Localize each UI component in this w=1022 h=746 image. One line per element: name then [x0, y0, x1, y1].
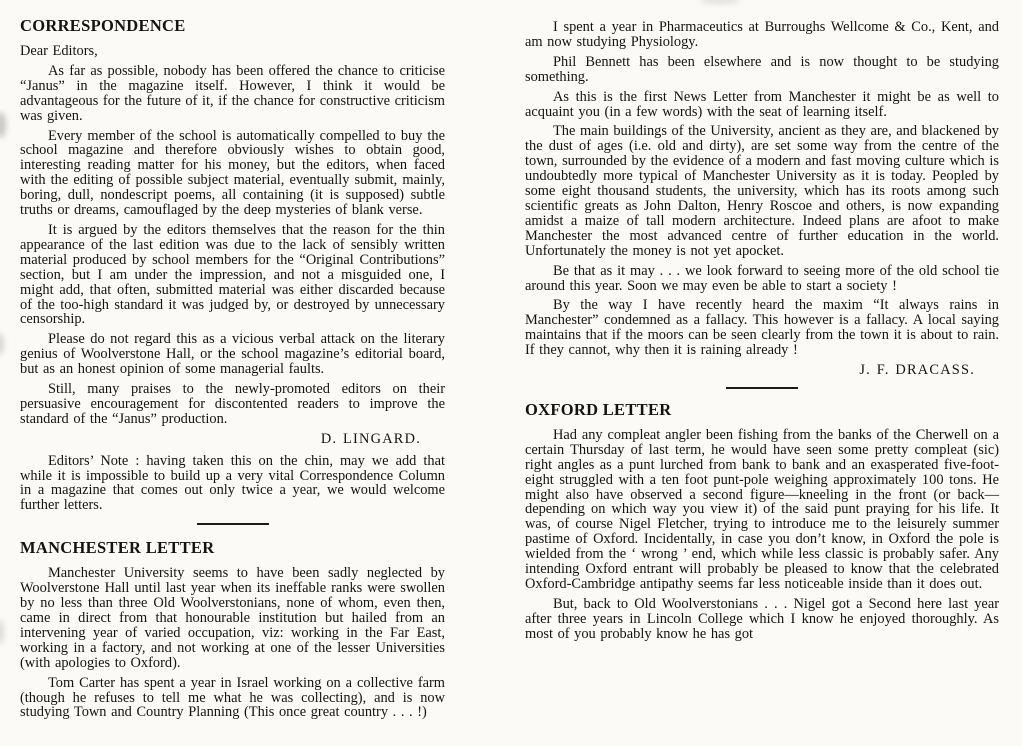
editors-note: Editors’ Note : having taken this on the chin, may we add that while it is impossible to build up a very vital Correspondence Column in a magazine that comes out only twice a year, we would welcome further letters.: [20, 452, 445, 514]
correspondence-paragraph: It is argued by the editors themselves that the reason for the thin appearance of the last edition was due to the lack of sensibly written material produced by school members for the “Original Contributions” section, but I am under the impression, and not a misguided one, I might add, that often, submitted material was either discarded because of the too-high standard it was judged by, or destroyed by unnecessary censorship.: [20, 221, 445, 328]
manchester-letter-heading: MANCHESTER LETTER: [20, 538, 215, 558]
oxford-letter-paragraph: But, back to Old Woolverstonians . . . Nigel got a Second here last year after three years in Lincoln College which I know he enjoyed thoroughly. As most of you probably know he has got: [525, 595, 999, 642]
right-column: [525, 0, 999, 647]
oxford-letter-section: [525, 400, 999, 642]
correspondence-paragraph: Still, many praises to the newly-promoted editors on their persuasive encouragement for discontented readers to improve the standard of the “Janus” production.: [20, 381, 445, 427]
scan-smudge: [0, 112, 6, 138]
manchester-letter-paragraph: The main buildings of the University, ancient as they are, and blackened by the dust of ages (i.e. old and dirty), are set some way from the centre of the town, surrounded by the evidence of a modern and fast moving culture which is undoubtedly more typical of Manchester University as it is today. Peopled by some eight thousand students, the university, which has its roots among such scientific greats as John Dalton, Henry Roscoe and others, is now expanding amidst a maize of tall modern architecture. Indeed plans are afoot to make Manchester the most advanced centre of further education in the world. Unfortunately the money is not yet apocket.: [525, 123, 999, 259]
correspondence-paragraph: Please do not regard this as a vicious verbal attack on the literary genius of Woolverstone Hall, or the school magazine’s editorial board, but as an honest opinion of some managerial faults.: [20, 331, 445, 378]
section-divider: [197, 523, 269, 525]
manchester-letter-paragraph: I spent a year in Pharmaceutics at Burroughs Wellcome & Co., Kent, and am now studying Physiology.: [525, 19, 999, 50]
manchester-letter-paragraph: Manchester University seems to have been sadly neglected by Woolverstone Hall until last year when its ineffable ranks were swollen by no less than three Old Woolverstonians, none of whom, even then, came in direct from that honourable institution but hailed from an intervening year of varied occupation, viz: working in the Far East, working in a factory, and not working at one of the lesser Universities (with apologies to Oxford).: [20, 565, 445, 671]
correspondence-paragraph: Every member of the school is automatically compelled to buy the school magazine and therefore obviously wishes to obtain good, interesting reading matter for his money, but the editors, when faced with the editing of possible subject material, eventually submit, mainly, boring, dull, nondescript poems, all containing (it is supposed) subtle truths or dreams, camouflaged by the deep mysteries of blank verse.: [20, 127, 445, 219]
salutation: Dear Editors,: [20, 43, 98, 59]
correspondence-section: [20, 16, 445, 525]
signature-j-f-dracass: J. F. DRACASS.: [859, 362, 975, 379]
manchester-letter-section: [20, 538, 445, 720]
manchester-letter-paragraph: By the way I have recently heard the maxim “It always rains in Manchester” condemned as a fallacy. This however is a fallacy. A local saying maintains that if the moors can be seen clearly from the town it is about to rain. If they cannot, why then it is raining already !: [525, 297, 999, 359]
manchester-letter-paragraph: As this is the first News Letter from Manchester it might be as well to acquaint you (in a few words) with the seat of learning itself.: [525, 88, 999, 120]
correspondence-paragraph: As far as possible, nobody has been offered the chance to criticise “Janus” in the magazine itself. However, I think it would be advantageous for the future of it, if the chance for constructive criticism was given.: [20, 62, 445, 124]
correspondence-heading: CORRESPONDENCE: [20, 16, 186, 35]
manchester-letter-paragraph: Tom Carter has spent a year in Israel working on a collective farm (though he refuses to tell me what he was collecting), and is now studying Town and Country Planning (This once great country . . . !): [20, 674, 445, 721]
oxford-letter-paragraph: Had any compleat angler been fishing from the banks of the Cherwell on a certain Thursday of last term, he would have seen some pretty compleat (sic) right angles as a punt lurched from bank to bank and an exasperated five-foot-eight struggled with a ten foot punt-pole weighing approximately 100 tons. He might also have observed a second figure—kneeling in the front (or back—depending on which way you view it) of the said punt praying for his life. It was, of course Nigel Fletcher, trying to introduce me to the leisurely summer pastime of Oxford. Incidentally, in case you don’t know, in Oxford the pole is wielded from the ‘ wrong ’ end, which while less classic is probably safer. Any intending Oxford entrant will probably be pleased to know that the celebrated Oxford-Cambridge antipathy seems far less noticeable inside than it does out.: [525, 426, 999, 592]
manchester-letter-paragraph: Be that as it may . . . we look forward to seeing more of the old school tie around this year. Soon we may even be able to start a society !: [525, 262, 999, 294]
scan-smudge: [0, 333, 4, 355]
manchester-letter-continued-section: [525, 20, 999, 389]
manchester-letter-paragraph: Phil Bennett has been elsewhere and is now thought to be studying something.: [525, 53, 999, 85]
section-divider: [726, 387, 798, 389]
left-column: [20, 0, 445, 725]
oxford-letter-heading: OXFORD LETTER: [525, 399, 672, 419]
scan-smudge: [0, 620, 4, 644]
signature-d-lingard: D. LINGARD.: [320, 430, 421, 447]
